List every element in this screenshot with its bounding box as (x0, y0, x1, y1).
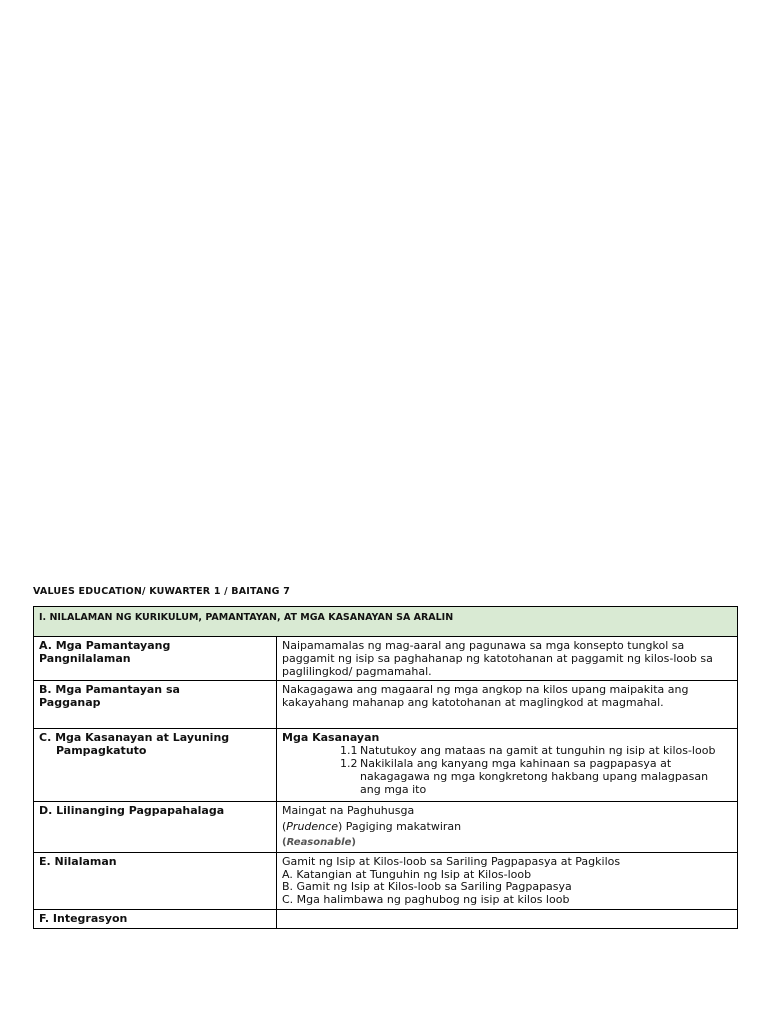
value-english-term: Prudence (286, 820, 338, 834)
table-row-performance-standards (34, 681, 738, 729)
value-english-term-2: Reasonable (286, 836, 352, 848)
value-primary: Maingat na Paghuhusga (282, 804, 415, 818)
item-text: Nakikilala ang kanyang mga kahinaan sa pagpapasya at nakagagawa ng mga kongkretong hakbang upang malagpasan ang mga ito (360, 756, 709, 796)
lesson-table (33, 606, 738, 929)
item-number: 1.2 (340, 756, 358, 770)
document-header: VALUES EDUCATION/ KUWARTER 1 / BAITANG 7 (33, 586, 290, 597)
paren-close: ) (351, 836, 356, 848)
table-row-values (34, 802, 738, 852)
row-label: D. Lilinanging Pagpapahalaga (39, 804, 225, 818)
competencies-heading: Mga Kasanayan (282, 731, 380, 745)
section-title: I. NILALAMAN NG KURIKULUM, PAMANTAYAN, AT MGA KASANAYAN SA ARALIN (34, 607, 738, 637)
row-content-cell (277, 909, 738, 928)
table-row-content-standards (34, 637, 738, 681)
row-label-continuation: Pagganap (39, 696, 101, 710)
value-secondary (282, 821, 732, 834)
content-line: Gamit ng Isip at Kilos-loob sa Sariling Pagpapasya at Pagkilos (282, 854, 621, 868)
value-secondary-text: ) Pagiging makatwiran (337, 820, 462, 834)
item-text: Natutukoy ang mataas na gamit at tunguhin ng isip at kilos-loob (360, 744, 716, 758)
row-label: A. Mga Pamantayang (39, 639, 171, 652)
row-content-cell: Nakagagawa ang magaaral ng mga angkop na kilos upang maipakita ang kakayahang mahanap ang katotohanan at maglingkod at magmahal. (277, 681, 738, 729)
row-label-cell (34, 681, 277, 729)
row-label-continuation: Pangnilalaman (39, 651, 131, 665)
row-label-cell (34, 729, 277, 802)
table-row-competencies (34, 729, 738, 802)
row-content-cell (277, 802, 738, 852)
content-line: A. Katangian at Tunguhin ng Isip at Kilos-loob (282, 867, 532, 881)
list-item (282, 758, 732, 796)
row-label-cell (34, 637, 277, 681)
row-label: E. Nilalaman (39, 854, 117, 868)
row-label-continuation: Pampagkatuto (56, 744, 147, 758)
row-label: C. Mga Kasanayan at Layuning (39, 731, 230, 745)
content-line: C. Mga halimbawa ng paghubog ng isip at kilos loob (282, 893, 570, 907)
section-header-row (34, 607, 738, 637)
row-content-cell: Naipamamalas ng mag-aaral ang pagunawa sa mga konsepto tungkol sa paggamit ng isip sa paghahanap ng katotohanan at paggamit ng kilos-loob sa paglilingkod/ pagmamahal. (277, 637, 738, 681)
item-number: 1.1 (340, 744, 358, 758)
content-line: B. Gamit ng Isip at Kilos-loob sa Sariling Pagpapasya (282, 880, 572, 894)
row-label: B. Mga Pamantayan sa (39, 683, 180, 697)
paren-open: ( (282, 836, 287, 848)
paren-open: ( (282, 820, 287, 834)
row-label-cell (34, 852, 277, 909)
value-tertiary (282, 837, 732, 850)
table-row-content (34, 852, 738, 909)
row-label-cell (34, 909, 277, 928)
row-label: F. Integrasyon (39, 911, 128, 925)
table-row-integration (34, 909, 738, 928)
row-content-cell (277, 852, 738, 909)
row-label-cell (34, 802, 277, 852)
row-content-cell (277, 729, 738, 802)
